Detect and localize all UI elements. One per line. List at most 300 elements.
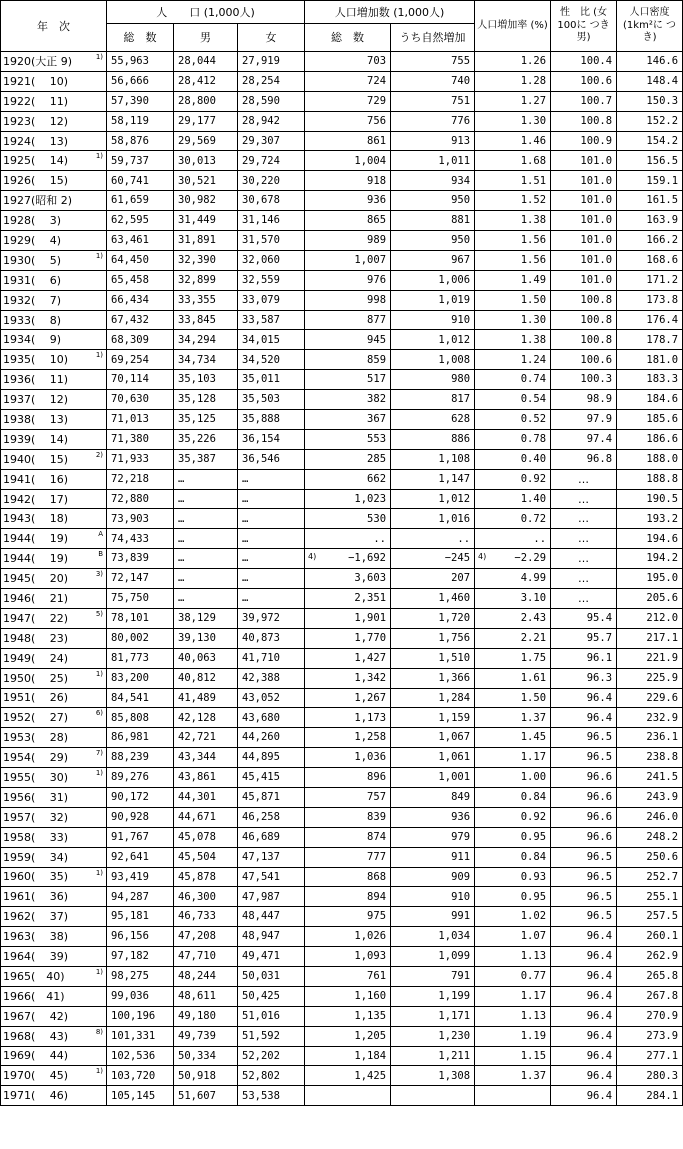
table-row <box>1 250 683 270</box>
cell-population-male: … <box>174 509 238 529</box>
cell-density: 236.1 <box>617 728 683 748</box>
cell-population-total: 65,458 <box>107 270 174 290</box>
cell-population-total: 73,839 <box>107 549 174 569</box>
cell-population-male: 51,607 <box>174 1086 238 1106</box>
cell-increase-rate: 1.15 <box>475 1046 551 1066</box>
cell-increase-rate: 1.50 <box>475 290 551 310</box>
cell-increase-rate: 1.46 <box>475 131 551 151</box>
cell-density: 252.7 <box>617 867 683 887</box>
cell-sex-ratio: 96.5 <box>551 907 617 927</box>
cell-increase-total: 894 <box>305 887 391 907</box>
cell-year <box>1 211 107 231</box>
table-header <box>1 1 683 52</box>
cell-increase-natural: 1,008 <box>391 350 475 370</box>
cell-population-female: 39,972 <box>238 608 305 628</box>
table-row <box>1 768 683 788</box>
cell-increase-natural: 1,012 <box>391 489 475 509</box>
year-label: 1943( 18) <box>3 512 69 526</box>
cell-increase-natural: 791 <box>391 966 475 986</box>
table-row <box>1 787 683 807</box>
cell-increase-total: 1,023 <box>305 489 391 509</box>
cell-population-male: … <box>174 569 238 589</box>
cell-population-total: 102,536 <box>107 1046 174 1066</box>
cell-increase-rate: 3.10 <box>475 589 551 609</box>
cell-increase-total: 865 <box>305 211 391 231</box>
cell-increase-natural: 967 <box>391 250 475 270</box>
cell-density: 194.6 <box>617 529 683 549</box>
year-label: 1957( 32) <box>3 810 69 824</box>
cell-increase-natural: 1,284 <box>391 688 475 708</box>
cell-increase-rate: 1.49 <box>475 270 551 290</box>
cell-population-male: … <box>174 469 238 489</box>
cell-population-female: 52,802 <box>238 1066 305 1086</box>
year-label: 1944( 19) <box>3 532 69 546</box>
cell-population-male: 35,128 <box>174 390 238 410</box>
cell-increase-total: .. <box>305 529 391 549</box>
cell-density: 181.0 <box>617 350 683 370</box>
cell-population-male: 43,861 <box>174 768 238 788</box>
cell-increase-total: 757 <box>305 787 391 807</box>
year-label: 1923( 12) <box>3 114 69 128</box>
table-row <box>1 1026 683 1046</box>
cell-sex-ratio: 96.6 <box>551 807 617 827</box>
footnote-marker: 3) <box>95 570 103 579</box>
cell-year <box>1 807 107 827</box>
year-label: 1937( 12) <box>3 393 69 407</box>
cell-sex-ratio: 96.6 <box>551 787 617 807</box>
cell-population-male: 30,521 <box>174 171 238 191</box>
cell-sex-ratio: … <box>551 549 617 569</box>
cell-increase-rate: 0.40 <box>475 449 551 469</box>
cell-increase-natural: 1,016 <box>391 509 475 529</box>
cell-year <box>1 986 107 1006</box>
cell-population-male: 45,878 <box>174 867 238 887</box>
cell-population-total: 103,720 <box>107 1066 174 1086</box>
cell-increase-natural: 980 <box>391 370 475 390</box>
cell-year <box>1 549 107 569</box>
footnote-marker: 2) <box>95 450 103 459</box>
cell-sex-ratio: 96.3 <box>551 668 617 688</box>
cell-year <box>1 370 107 390</box>
cell-year <box>1 887 107 907</box>
cell-population-female: 47,541 <box>238 867 305 887</box>
cell-population-male: 29,569 <box>174 131 238 151</box>
year-label: 1959( 34) <box>3 850 69 864</box>
cell-increase-rate: 1.07 <box>475 927 551 947</box>
cell-year <box>1 648 107 668</box>
footnote-marker: 1) <box>95 868 103 877</box>
cell-increase-rate: 1.45 <box>475 728 551 748</box>
cell-increase-natural: 1,099 <box>391 947 475 967</box>
cell-population-female: … <box>238 549 305 569</box>
cell-increase-total: 1,184 <box>305 1046 391 1066</box>
cell-population-total: 61,659 <box>107 191 174 211</box>
cell-population-male: 28,412 <box>174 71 238 91</box>
cell-sex-ratio: 96.4 <box>551 947 617 967</box>
cell-density: 241.5 <box>617 768 683 788</box>
cell-population-total: 95,181 <box>107 907 174 927</box>
table-row <box>1 1006 683 1026</box>
cell-increase-natural: 1,012 <box>391 330 475 350</box>
table-row <box>1 270 683 290</box>
cell-sex-ratio: 96.4 <box>551 986 617 1006</box>
cell-population-total: 78,101 <box>107 608 174 628</box>
cell-population-total: 72,218 <box>107 469 174 489</box>
cell-increase-natural: 849 <box>391 787 475 807</box>
cell-density: 146.6 <box>617 52 683 72</box>
cell-sex-ratio: 96.4 <box>551 1026 617 1046</box>
cell-density: 154.2 <box>617 131 683 151</box>
cell-increase-total: 1,135 <box>305 1006 391 1026</box>
cell-year <box>1 927 107 947</box>
cell-population-total: 69,254 <box>107 350 174 370</box>
cell-increase-rate: 0.95 <box>475 887 551 907</box>
cell-increase-total: 918 <box>305 171 391 191</box>
cell-increase-natural: 1,720 <box>391 608 475 628</box>
footnote-marker: 8) <box>95 1027 103 1036</box>
cell-density: 186.6 <box>617 429 683 449</box>
cell-population-male: … <box>174 589 238 609</box>
cell-population-female: 45,415 <box>238 768 305 788</box>
cell-population-female: 32,559 <box>238 270 305 290</box>
cell-increase-rate: 1.24 <box>475 350 551 370</box>
cell-increase-natural: 1,510 <box>391 648 475 668</box>
cell-sex-ratio: … <box>551 509 617 529</box>
table-row <box>1 390 683 410</box>
cell-population-total: 98,275 <box>107 966 174 986</box>
table-row <box>1 231 683 251</box>
cell-increase-natural: 1,034 <box>391 927 475 947</box>
cell-population-male: 42,128 <box>174 708 238 728</box>
cell-increase-natural: 1,171 <box>391 1006 475 1026</box>
year-label: 1920(大正 9) <box>3 54 73 68</box>
cell-increase-rate: 1.37 <box>475 1066 551 1086</box>
cell-density: 277.1 <box>617 1046 683 1066</box>
header-increase: 人口増加数 (1,000人) <box>305 1 475 24</box>
cell-density: 152.2 <box>617 111 683 131</box>
cell-density: 284.1 <box>617 1086 683 1106</box>
cell-increase-total: 1,160 <box>305 986 391 1006</box>
cell-population-male: 30,013 <box>174 151 238 171</box>
cell-sex-ratio: … <box>551 469 617 489</box>
year-label: 1947( 22) <box>3 611 69 625</box>
footnote-marker: 1) <box>95 152 103 161</box>
cell-increase-total: 877 <box>305 310 391 330</box>
cell-population-female: 48,447 <box>238 907 305 927</box>
cell-increase-natural: 1,199 <box>391 986 475 1006</box>
cell-increase-rate: 0.77 <box>475 966 551 986</box>
cell-increase-natural: 1,230 <box>391 1026 475 1046</box>
cell-population-total: 71,013 <box>107 410 174 430</box>
table-row <box>1 608 683 628</box>
cell-population-total: 84,541 <box>107 688 174 708</box>
cell-population-female: 27,919 <box>238 52 305 72</box>
year-label: 1946( 21) <box>3 591 69 605</box>
cell-sex-ratio: 96.5 <box>551 847 617 867</box>
cell-increase-natural: 1,019 <box>391 290 475 310</box>
cell-sex-ratio: … <box>551 589 617 609</box>
cell-population-total: 67,432 <box>107 310 174 330</box>
cell-population-male: 32,899 <box>174 270 238 290</box>
table-row <box>1 927 683 947</box>
cell-increase-natural: 776 <box>391 111 475 131</box>
cell-population-total: 90,172 <box>107 787 174 807</box>
table-row <box>1 529 683 549</box>
cell-year <box>1 290 107 310</box>
cell-population-total: 83,200 <box>107 668 174 688</box>
footnote-marker: 6) <box>95 709 103 718</box>
cell-population-male: 31,891 <box>174 231 238 251</box>
cell-sex-ratio: … <box>551 489 617 509</box>
cell-increase-total: 703 <box>305 52 391 72</box>
cell-year <box>1 847 107 867</box>
year-label: 1936( 11) <box>3 373 69 387</box>
cell-increase-natural: 910 <box>391 887 475 907</box>
cell-year <box>1 628 107 648</box>
cell-increase-natural <box>391 1086 475 1106</box>
cell-increase-rate: 1.52 <box>475 191 551 211</box>
cell-population-female: 50,425 <box>238 986 305 1006</box>
year-label: 1928( 3) <box>3 214 62 228</box>
year-label: 1933( 8) <box>3 313 62 327</box>
year-label: 1970( 45) <box>3 1069 69 1083</box>
year-label: 1949( 24) <box>3 651 69 665</box>
year-label: 1952( 27) <box>3 711 69 725</box>
table-row <box>1 410 683 430</box>
cell-population-male: 44,671 <box>174 807 238 827</box>
cell-population-female: … <box>238 469 305 489</box>
cell-increase-total: 1,205 <box>305 1026 391 1046</box>
cell-population-total: 60,741 <box>107 171 174 191</box>
year-label: 1942( 17) <box>3 492 69 506</box>
cell-increase-total: 1,004 <box>305 151 391 171</box>
cell-population-male: 43,344 <box>174 748 238 768</box>
year-label: 1953( 28) <box>3 731 69 745</box>
cell-sex-ratio: 96.5 <box>551 728 617 748</box>
cell-population-total: 90,928 <box>107 807 174 827</box>
cell-population-female: 35,011 <box>238 370 305 390</box>
cell-density: 176.4 <box>617 310 683 330</box>
cell-population-male: 35,387 <box>174 449 238 469</box>
cell-increase-total: 1,342 <box>305 668 391 688</box>
cell-density: 185.6 <box>617 410 683 430</box>
cell-population-total: 75,750 <box>107 589 174 609</box>
cell-increase-total: 367 <box>305 410 391 430</box>
cell-population-total: 70,114 <box>107 370 174 390</box>
cell-population-total: 96,156 <box>107 927 174 947</box>
cell-increase-rate: 1.38 <box>475 211 551 231</box>
cell-population-male: 47,710 <box>174 947 238 967</box>
cell-population-female: 41,710 <box>238 648 305 668</box>
table-row <box>1 708 683 728</box>
table-row <box>1 748 683 768</box>
cell-density: 188.0 <box>617 449 683 469</box>
cell-increase-rate: 1.61 <box>475 668 551 688</box>
cell-population-male: 46,733 <box>174 907 238 927</box>
cell-population-total: 58,119 <box>107 111 174 131</box>
cell-increase-natural: .. <box>391 529 475 549</box>
cell-year <box>1 91 107 111</box>
year-label: 1966( 41) <box>3 989 65 1003</box>
cell-year <box>1 907 107 927</box>
cell-increase-total: 517 <box>305 370 391 390</box>
cell-increase-total: 382 <box>305 390 391 410</box>
cell-increase-natural: 1,159 <box>391 708 475 728</box>
cell-sex-ratio: 101.0 <box>551 151 617 171</box>
year-label: 1950( 25) <box>3 671 69 685</box>
cell-increase-rate: 1.13 <box>475 947 551 967</box>
cell-increase-rate: 1.30 <box>475 111 551 131</box>
cell-population-male: 35,226 <box>174 429 238 449</box>
table-row <box>1 807 683 827</box>
year-label: 1965( 40) <box>3 969 65 983</box>
cell-increase-total: 285 <box>305 449 391 469</box>
cell-population-male: 34,294 <box>174 330 238 350</box>
cell-sex-ratio: 101.0 <box>551 211 617 231</box>
header-population-total: 総 数 <box>107 24 174 52</box>
cell-population-female: … <box>238 509 305 529</box>
cell-density: 156.5 <box>617 151 683 171</box>
cell-sex-ratio: 100.8 <box>551 290 617 310</box>
footnote-marker: B <box>98 550 103 559</box>
year-label: 1945( 20) <box>3 572 69 586</box>
year-label: 1939( 14) <box>3 432 69 446</box>
table-row <box>1 907 683 927</box>
cell-population-male: 41,489 <box>174 688 238 708</box>
cell-increase-rate: 1.17 <box>475 986 551 1006</box>
header-density: 人口密度 (1km²に つき) <box>617 1 683 52</box>
cell-density: 194.2 <box>617 549 683 569</box>
cell-increase-total: 1,901 <box>305 608 391 628</box>
table-row <box>1 131 683 151</box>
cell-sex-ratio: 96.4 <box>551 1006 617 1026</box>
cell-sex-ratio: 95.7 <box>551 628 617 648</box>
cell-year <box>1 310 107 330</box>
cell-increase-total: 777 <box>305 847 391 867</box>
cell-population-total: 72,147 <box>107 569 174 589</box>
cell-population-total: 81,773 <box>107 648 174 668</box>
cell-population-male: 48,244 <box>174 966 238 986</box>
cell-increase-rate: 2.21 <box>475 628 551 648</box>
cell-increase-rate <box>475 549 551 569</box>
cell-increase-natural: 991 <box>391 907 475 927</box>
table-row <box>1 489 683 509</box>
cell-increase-total: 756 <box>305 111 391 131</box>
cell-increase-rate: 1.56 <box>475 250 551 270</box>
cell-increase-rate: 1.56 <box>475 231 551 251</box>
header-increase-natural: うち自然増加 <box>391 24 475 52</box>
header-sex-ratio: 性 比 (女100に つき 男) <box>551 1 617 52</box>
cell-increase-total: 989 <box>305 231 391 251</box>
cell-increase-total: 975 <box>305 907 391 927</box>
cell-increase-rate: 0.72 <box>475 509 551 529</box>
cell-increase-rate: .. <box>475 529 551 549</box>
cell-year <box>1 688 107 708</box>
cell-increase-total: 1,770 <box>305 628 391 648</box>
table-row <box>1 1046 683 1066</box>
table-row <box>1 688 683 708</box>
cell-year <box>1 151 107 171</box>
cell-population-total: 72,880 <box>107 489 174 509</box>
cell-density: 270.9 <box>617 1006 683 1026</box>
cell-year <box>1 708 107 728</box>
cell-population-male: 50,334 <box>174 1046 238 1066</box>
cell-population-total: 92,641 <box>107 847 174 867</box>
cell-value: −1,692 <box>348 552 387 565</box>
year-label: 1948( 23) <box>3 631 69 645</box>
cell-density: 260.1 <box>617 927 683 947</box>
cell-increase-natural: 1,147 <box>391 469 475 489</box>
cell-density: 171.2 <box>617 270 683 290</box>
cell-increase-natural: 207 <box>391 569 475 589</box>
cell-population-male: 49,739 <box>174 1026 238 1046</box>
cell-increase-natural: 950 <box>391 191 475 211</box>
cell-population-female: 45,871 <box>238 787 305 807</box>
year-label: 1969( 44) <box>3 1049 69 1063</box>
cell-year <box>1 52 107 72</box>
cell-sex-ratio: … <box>551 569 617 589</box>
table-row <box>1 509 683 529</box>
cell-population-total: 55,963 <box>107 52 174 72</box>
cell-density: 246.0 <box>617 807 683 827</box>
table-row <box>1 52 683 72</box>
cell-population-total: 97,182 <box>107 947 174 967</box>
cell-increase-rate: 1.26 <box>475 52 551 72</box>
cell-sex-ratio: 100.6 <box>551 350 617 370</box>
cell-population-male: 33,845 <box>174 310 238 330</box>
cell-increase-total: 874 <box>305 827 391 847</box>
table-row <box>1 469 683 489</box>
cell-increase-rate: 1.19 <box>475 1026 551 1046</box>
cell-year <box>1 270 107 290</box>
footnote-marker: 5) <box>95 609 103 618</box>
cell-population-total: 68,309 <box>107 330 174 350</box>
cell-increase-natural: 751 <box>391 91 475 111</box>
cell-year <box>1 608 107 628</box>
year-label: 1924( 13) <box>3 134 69 148</box>
table-row <box>1 966 683 986</box>
cell-increase-rate: 0.54 <box>475 390 551 410</box>
cell-increase-rate: 0.84 <box>475 847 551 867</box>
cell-year <box>1 1026 107 1046</box>
cell-population-male: 45,078 <box>174 827 238 847</box>
cell-increase-total: 3,603 <box>305 569 391 589</box>
cell-increase-total: 896 <box>305 768 391 788</box>
table-row <box>1 1066 683 1086</box>
cell-sex-ratio: 100.9 <box>551 131 617 151</box>
year-label: 1927(昭和 2) <box>3 194 73 208</box>
cell-year <box>1 748 107 768</box>
cell-sex-ratio: 96.1 <box>551 648 617 668</box>
table-row <box>1 91 683 111</box>
cell-population-female: 35,888 <box>238 410 305 430</box>
cell-population-male: 35,103 <box>174 370 238 390</box>
cell-population-female: 28,942 <box>238 111 305 131</box>
cell-year <box>1 827 107 847</box>
cell-increase-natural: 1,211 <box>391 1046 475 1066</box>
cell-population-female: 43,052 <box>238 688 305 708</box>
year-label: 1922( 11) <box>3 94 69 108</box>
cell-population-total: 86,981 <box>107 728 174 748</box>
table-row <box>1 887 683 907</box>
cell-increase-natural: 936 <box>391 807 475 827</box>
year-label: 1955( 30) <box>3 771 69 784</box>
cell-increase-rate: 1.37 <box>475 708 551 728</box>
cell-increase-natural: 934 <box>391 171 475 191</box>
year-label: 1934( 9) <box>3 333 62 347</box>
cell-population-total: 100,196 <box>107 1006 174 1026</box>
cell-population-total: 66,434 <box>107 290 174 310</box>
